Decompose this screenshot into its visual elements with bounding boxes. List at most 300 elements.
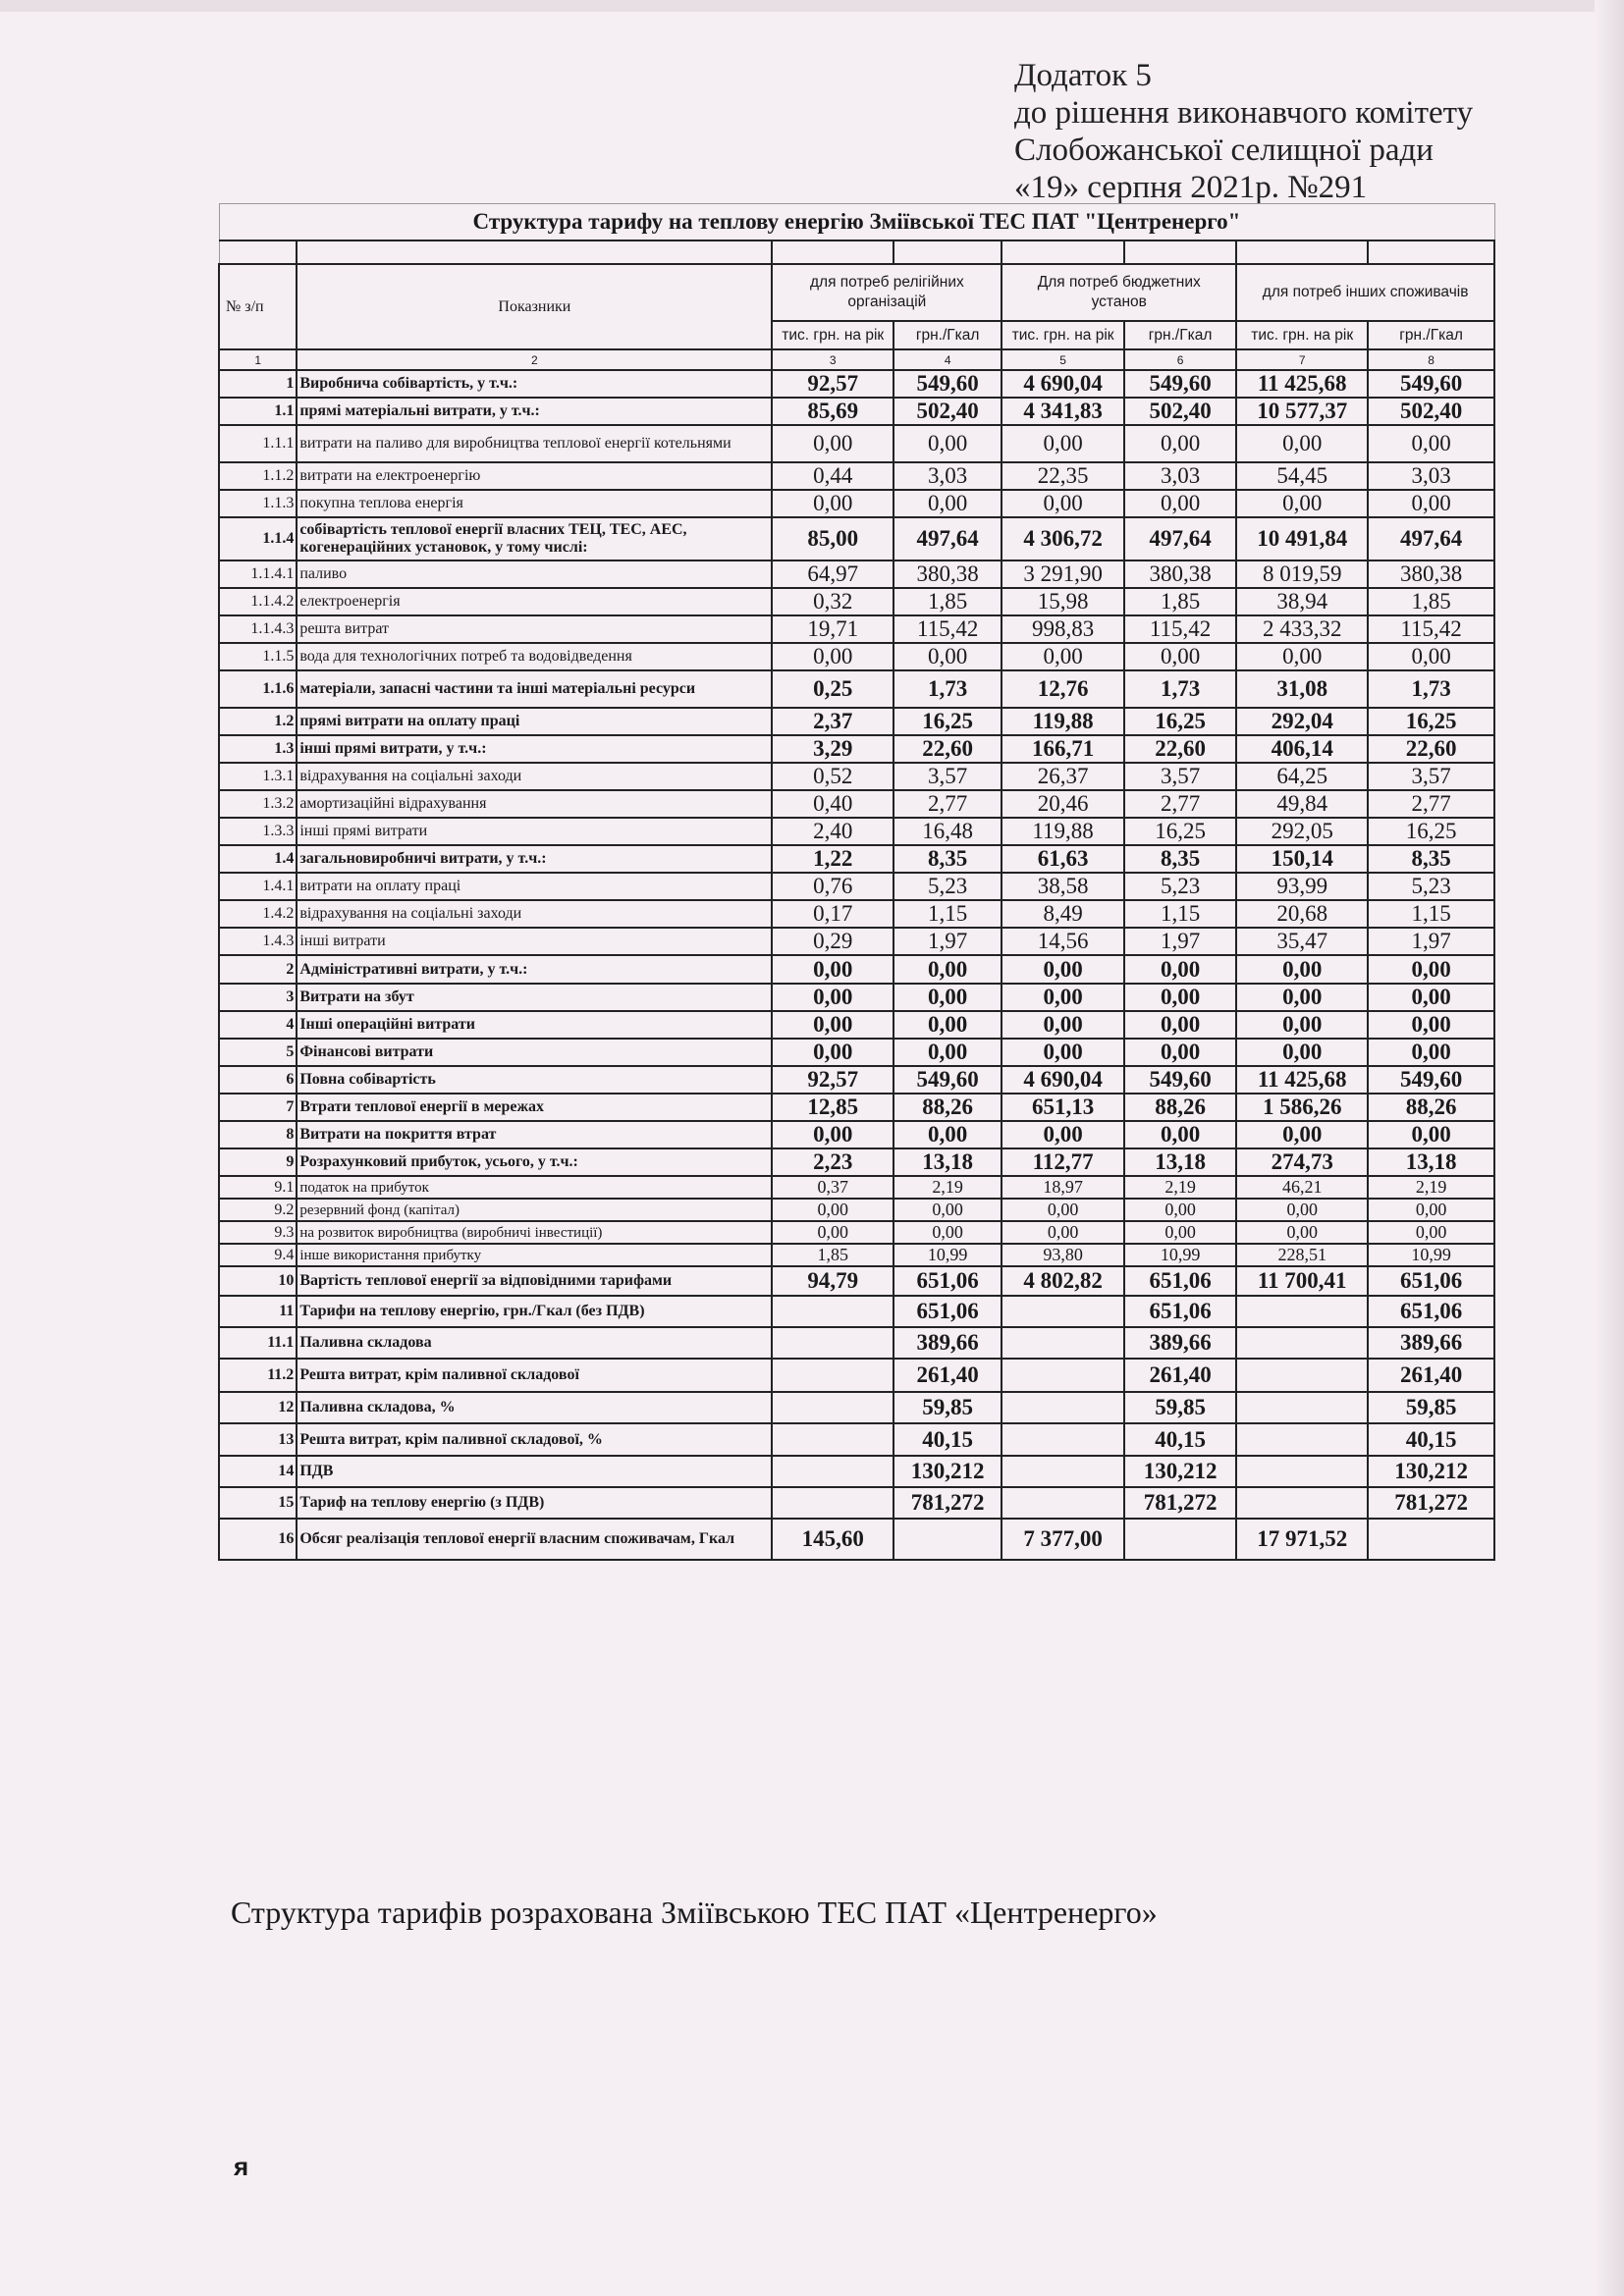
row-value: 3,03: [1368, 462, 1494, 490]
header-group-religious: для потреб релігійних організацій: [772, 264, 1001, 321]
row-value: 0,00: [1236, 955, 1368, 984]
table-row: [219, 1519, 1494, 1560]
row-number: 4: [219, 1011, 297, 1039]
row-value: 10,99: [1368, 1244, 1494, 1266]
row-indicator: Втрати теплової енергії в мережах: [297, 1094, 772, 1121]
row-value: 85,69: [772, 398, 893, 425]
column-number: 4: [893, 349, 1001, 370]
row-indicator: Тариф на теплову енергію (з ПДВ): [297, 1487, 772, 1519]
table-row: [219, 1121, 1494, 1148]
row-value: 2,19: [1368, 1176, 1494, 1199]
row-value: 130,212: [1368, 1456, 1494, 1487]
table-row: [219, 900, 1494, 928]
row-value: 12,85: [772, 1094, 893, 1121]
row-value: 549,60: [1124, 1066, 1236, 1094]
row-value: 0,52: [772, 763, 893, 790]
row-indicator: Решта витрат, крім паливної складової, %: [297, 1423, 772, 1456]
row-indicator: Адміністративні витрати, у т.ч.:: [297, 955, 772, 984]
row-value: 115,42: [1368, 615, 1494, 643]
row-number: 1.3.2: [219, 790, 297, 818]
row-value: 5,23: [893, 873, 1001, 900]
row-value: 17 971,52: [1236, 1519, 1368, 1560]
row-value: [1001, 1456, 1124, 1487]
table-row: [219, 735, 1494, 763]
row-indicator: Витрати на збут: [297, 984, 772, 1011]
row-number: 1.3.1: [219, 763, 297, 790]
row-value: 2,77: [1124, 790, 1236, 818]
row-value: 4 690,04: [1001, 1066, 1124, 1094]
column-number: 6: [1124, 349, 1236, 370]
row-value: 61,63: [1001, 845, 1124, 873]
row-indicator: Обсяг реалізація теплової енергії власним споживачам, Гкал: [297, 1519, 772, 1560]
row-value: 0,29: [772, 928, 893, 955]
row-value: 4 306,72: [1001, 517, 1124, 561]
row-value: 0,00: [893, 1121, 1001, 1148]
table-row: [219, 1176, 1494, 1199]
row-number: 3: [219, 984, 297, 1011]
row-value: 3,57: [893, 763, 1001, 790]
table-row: [219, 1094, 1494, 1121]
appendix-header: [1014, 57, 1564, 206]
row-value: [1001, 1296, 1124, 1327]
row-value: 380,38: [1124, 561, 1236, 588]
row-value: 651,06: [1124, 1296, 1236, 1327]
row-value: 10 577,37: [1236, 398, 1368, 425]
row-value: 380,38: [1368, 561, 1494, 588]
row-value: 3,57: [1124, 763, 1236, 790]
table-row: [219, 1423, 1494, 1456]
row-value: 7 377,00: [1001, 1519, 1124, 1560]
row-indicator: інші витрати: [297, 928, 772, 955]
row-value: 16,25: [1124, 708, 1236, 735]
row-value: 389,66: [1124, 1327, 1236, 1359]
row-value: 0,00: [1368, 1221, 1494, 1244]
row-number: 14: [219, 1456, 297, 1487]
row-value: 11 425,68: [1236, 1066, 1368, 1094]
table-row: [219, 670, 1494, 708]
footer-note: Структура тарифів розрахована Зміївською ТЕС ПАТ «Центренерго»: [231, 1895, 1158, 1930]
table-row: [219, 1011, 1494, 1039]
row-value: 8,35: [893, 845, 1001, 873]
row-indicator: Інші операційні витрати: [297, 1011, 772, 1039]
row-indicator: Витрати на покриття втрат: [297, 1121, 772, 1148]
row-number: 1.4.2: [219, 900, 297, 928]
row-value: 0,00: [1001, 1039, 1124, 1066]
row-indicator: Паливна складова, %: [297, 1392, 772, 1423]
row-indicator: відрахування на соціальні заходи: [297, 900, 772, 928]
row-value: 651,06: [1124, 1266, 1236, 1296]
row-value: 1,73: [1124, 670, 1236, 708]
row-value: 8,35: [1368, 845, 1494, 873]
row-indicator: інші прямі витрати, у т.ч.:: [297, 735, 772, 763]
row-indicator: на розвиток виробництва (виробничі інвестиції): [297, 1221, 772, 1244]
row-value: 0,00: [893, 984, 1001, 1011]
row-number: 9: [219, 1148, 297, 1176]
row-value: 0,00: [1124, 643, 1236, 670]
row-indicator: Решта витрат, крім паливної складової: [297, 1359, 772, 1392]
tariff-structure-table: [218, 203, 1495, 1561]
row-indicator: амортизаційні відрахування: [297, 790, 772, 818]
row-value: 781,272: [1124, 1487, 1236, 1519]
row-indicator: інше використання прибутку: [297, 1244, 772, 1266]
row-value: 31,08: [1236, 670, 1368, 708]
row-number: 1.1.4.1: [219, 561, 297, 588]
row-value: 13,18: [893, 1148, 1001, 1176]
row-value: 0,00: [1124, 1221, 1236, 1244]
column-number: 5: [1001, 349, 1124, 370]
row-value: 1,73: [1368, 670, 1494, 708]
table-row: [219, 928, 1494, 955]
row-value: 0,00: [1236, 1039, 1368, 1066]
row-value: 2,19: [1124, 1176, 1236, 1199]
table-row: [219, 1221, 1494, 1244]
table-row: [219, 1244, 1494, 1266]
council-line: Слобожанської селищної ради: [1014, 133, 1434, 168]
row-indicator: Вартість теплової енергії за відповідними тарифами: [297, 1266, 772, 1296]
table-row: [219, 1066, 1494, 1094]
row-value: 502,40: [893, 398, 1001, 425]
row-value: 38,58: [1001, 873, 1124, 900]
row-value: 1,22: [772, 845, 893, 873]
date-number-line: «19» серпня 2021р. №291: [1014, 170, 1368, 205]
row-value: [1236, 1359, 1368, 1392]
row-value: 46,21: [1236, 1176, 1368, 1199]
row-number: 7: [219, 1094, 297, 1121]
table-row: [219, 1487, 1494, 1519]
row-value: 0,00: [893, 643, 1001, 670]
row-value: 0,00: [1236, 1199, 1368, 1221]
row-value: 59,85: [1124, 1392, 1236, 1423]
row-value: 88,26: [1368, 1094, 1494, 1121]
row-value: 16,25: [1124, 818, 1236, 845]
table-row: [219, 873, 1494, 900]
row-value: 15,98: [1001, 588, 1124, 615]
row-number: 1.1.6: [219, 670, 297, 708]
row-value: 3 291,90: [1001, 561, 1124, 588]
row-indicator: паливо: [297, 561, 772, 588]
row-value: 1,73: [893, 670, 1001, 708]
row-indicator: витрати на оплату праці: [297, 873, 772, 900]
row-value: 651,06: [893, 1266, 1001, 1296]
row-value: 549,60: [893, 370, 1001, 398]
row-value: 12,76: [1001, 670, 1124, 708]
row-indicator: загальновиробничі витрати, у т.ч.:: [297, 845, 772, 873]
row-value: 16,25: [1368, 708, 1494, 735]
row-value: 998,83: [1001, 615, 1124, 643]
row-value: 16,25: [893, 708, 1001, 735]
row-value: 0,44: [772, 462, 893, 490]
row-number: 13: [219, 1423, 297, 1456]
row-value: 1,85: [1124, 588, 1236, 615]
row-value: 0,00: [893, 1011, 1001, 1039]
row-value: 2 433,32: [1236, 615, 1368, 643]
row-indicator: електроенергія: [297, 588, 772, 615]
row-value: 26,37: [1001, 763, 1124, 790]
appendix-number: Додаток 5: [1014, 58, 1152, 93]
row-value: 115,42: [1124, 615, 1236, 643]
row-value: 1,15: [893, 900, 1001, 928]
row-number: 11.2: [219, 1359, 297, 1392]
row-value: 64,97: [772, 561, 893, 588]
page-mark: я: [234, 2152, 249, 2181]
header-unit-gcal: грн./Гкал: [1124, 321, 1236, 349]
header-col-indicators: Показники: [297, 264, 772, 349]
row-number: 15: [219, 1487, 297, 1519]
scan-top-edge: [0, 0, 1624, 12]
row-value: 3,03: [1124, 462, 1236, 490]
row-value: 261,40: [1368, 1359, 1494, 1392]
row-value: 1,97: [893, 928, 1001, 955]
row-value: 16,25: [1368, 818, 1494, 845]
row-value: 0,00: [1368, 955, 1494, 984]
row-value: 5,23: [1368, 873, 1494, 900]
table-row: [219, 398, 1494, 425]
row-value: [1001, 1392, 1124, 1423]
row-number: 1.4.1: [219, 873, 297, 900]
row-number: 1.4.3: [219, 928, 297, 955]
row-number: 6: [219, 1066, 297, 1094]
table-row: [219, 1456, 1494, 1487]
row-number: 1.1.3: [219, 490, 297, 517]
row-number: 1.3: [219, 735, 297, 763]
column-number-row: [219, 349, 1494, 370]
row-value: [1236, 1487, 1368, 1519]
table-row: [219, 1199, 1494, 1221]
row-number: 1.1.4.2: [219, 588, 297, 615]
table-row: [219, 425, 1494, 462]
row-value: 2,37: [772, 708, 893, 735]
row-value: [1001, 1327, 1124, 1359]
table-row: [219, 818, 1494, 845]
row-number: 1.1.5: [219, 643, 297, 670]
row-value: 0,00: [1368, 425, 1494, 462]
row-value: 130,212: [1124, 1456, 1236, 1487]
row-value: 130,212: [893, 1456, 1001, 1487]
row-value: 497,64: [1124, 517, 1236, 561]
row-value: 20,68: [1236, 900, 1368, 928]
row-value: [1001, 1423, 1124, 1456]
row-number: 5: [219, 1039, 297, 1066]
row-value: 1,85: [1368, 588, 1494, 615]
row-value: 0,00: [1124, 490, 1236, 517]
row-number: 11: [219, 1296, 297, 1327]
row-value: 22,60: [1368, 735, 1494, 763]
row-indicator: ПДВ: [297, 1456, 772, 1487]
row-value: 0,00: [1001, 1199, 1124, 1221]
row-value: 0,00: [1001, 1121, 1124, 1148]
row-value: 8,35: [1124, 845, 1236, 873]
row-number: 1: [219, 370, 297, 398]
row-indicator: прямі витрати на оплату праці: [297, 708, 772, 735]
row-value: 8,49: [1001, 900, 1124, 928]
row-value: 22,35: [1001, 462, 1124, 490]
row-value: 40,15: [1368, 1423, 1494, 1456]
row-value: 18,97: [1001, 1176, 1124, 1199]
row-value: 406,14: [1236, 735, 1368, 763]
row-value: 22,60: [893, 735, 1001, 763]
row-value: 0,00: [1001, 1221, 1124, 1244]
row-number: 1.1.4.3: [219, 615, 297, 643]
row-number: 1.1: [219, 398, 297, 425]
row-value: 651,06: [1368, 1296, 1494, 1327]
row-value: 94,79: [772, 1266, 893, 1296]
row-value: 502,40: [1124, 398, 1236, 425]
row-value: 228,51: [1236, 1244, 1368, 1266]
row-value: 0,00: [1236, 1121, 1368, 1148]
row-value: 0,00: [1368, 643, 1494, 670]
row-value: 0,00: [1124, 984, 1236, 1011]
header-unit-year: тис. грн. на рік: [1001, 321, 1124, 349]
row-value: 10 491,84: [1236, 517, 1368, 561]
row-value: 14,56: [1001, 928, 1124, 955]
row-value: 4 802,82: [1001, 1266, 1124, 1296]
row-value: 549,60: [1124, 370, 1236, 398]
row-value: [772, 1487, 893, 1519]
table-row: [219, 845, 1494, 873]
row-value: 0,00: [772, 1199, 893, 1221]
row-value: 40,15: [1124, 1423, 1236, 1456]
row-value: 1,15: [1368, 900, 1494, 928]
row-indicator: матеріали, запасні частини та інші матеріальні ресурси: [297, 670, 772, 708]
header-unit-gcal: грн./Гкал: [1368, 321, 1494, 349]
row-value: 2,40: [772, 818, 893, 845]
row-indicator: Розрахунковий прибуток, усього, у т.ч.:: [297, 1148, 772, 1176]
row-value: [1368, 1519, 1494, 1560]
row-value: 0,00: [1368, 1039, 1494, 1066]
row-value: [1001, 1487, 1124, 1519]
row-value: 1,85: [772, 1244, 893, 1266]
column-number: 8: [1368, 349, 1494, 370]
row-value: [772, 1359, 893, 1392]
row-value: 2,23: [772, 1148, 893, 1176]
row-value: 0,00: [772, 1011, 893, 1039]
header-col-number: № з/п: [219, 264, 297, 349]
row-value: 0,00: [1124, 425, 1236, 462]
row-value: 0,25: [772, 670, 893, 708]
row-value: 35,47: [1236, 928, 1368, 955]
row-value: 0,00: [1236, 1011, 1368, 1039]
row-value: 119,88: [1001, 818, 1124, 845]
row-value: [1236, 1327, 1368, 1359]
row-value: 0,40: [772, 790, 893, 818]
table-row: [219, 561, 1494, 588]
row-value: [772, 1456, 893, 1487]
row-value: 3,57: [1368, 763, 1494, 790]
row-value: 0,00: [1368, 1121, 1494, 1148]
column-number: 3: [772, 349, 893, 370]
row-value: 64,25: [1236, 763, 1368, 790]
row-value: 5,23: [1124, 873, 1236, 900]
row-value: 389,66: [893, 1327, 1001, 1359]
row-indicator: відрахування на соціальні заходи: [297, 763, 772, 790]
row-value: 1,85: [893, 588, 1001, 615]
header-group-other: для потреб інших споживачів: [1236, 264, 1494, 321]
row-value: 549,60: [1368, 370, 1494, 398]
row-value: [772, 1392, 893, 1423]
row-value: 0,32: [772, 588, 893, 615]
row-value: 88,26: [893, 1094, 1001, 1121]
row-indicator: вода для технологічних потреб та водовідведення: [297, 643, 772, 670]
column-number: 7: [1236, 349, 1368, 370]
row-value: 22,60: [1124, 735, 1236, 763]
row-value: 0,00: [772, 1039, 893, 1066]
row-value: 59,85: [1368, 1392, 1494, 1423]
row-value: 1 586,26: [1236, 1094, 1368, 1121]
row-value: [1236, 1392, 1368, 1423]
table-row: [219, 1148, 1494, 1176]
row-value: 292,05: [1236, 818, 1368, 845]
row-value: 11 700,41: [1236, 1266, 1368, 1296]
row-value: [772, 1423, 893, 1456]
row-value: 651,13: [1001, 1094, 1124, 1121]
row-value: 0,00: [1236, 1221, 1368, 1244]
row-value: 0,00: [893, 1039, 1001, 1066]
row-value: 0,00: [1001, 984, 1124, 1011]
row-value: 0,00: [772, 955, 893, 984]
row-value: 0,00: [1236, 643, 1368, 670]
header-unit-gcal: грн./Гкал: [893, 321, 1001, 349]
row-value: 502,40: [1368, 398, 1494, 425]
header-unit-year: тис. грн. на рік: [1236, 321, 1368, 349]
row-number: 2: [219, 955, 297, 984]
row-value: 0,00: [1368, 984, 1494, 1011]
row-value: 93,80: [1001, 1244, 1124, 1266]
row-value: 0,00: [1236, 425, 1368, 462]
row-value: [772, 1296, 893, 1327]
row-value: 781,272: [1368, 1487, 1494, 1519]
row-indicator: Виробнича собівартість, у т.ч.:: [297, 370, 772, 398]
row-value: 13,18: [1368, 1148, 1494, 1176]
row-indicator: покупна теплова енергія: [297, 490, 772, 517]
decision-line: до рішення виконавчого комітету: [1014, 95, 1474, 131]
row-value: 0,00: [893, 955, 1001, 984]
row-value: 0,00: [1001, 490, 1124, 517]
row-value: 10,99: [893, 1244, 1001, 1266]
row-indicator: резервний фонд (капітал): [297, 1199, 772, 1221]
column-number: 2: [297, 349, 772, 370]
row-value: 13,18: [1124, 1148, 1236, 1176]
row-value: 85,00: [772, 517, 893, 561]
row-value: 119,88: [1001, 708, 1124, 735]
row-value: 59,85: [893, 1392, 1001, 1423]
row-value: 0,76: [772, 873, 893, 900]
row-value: 92,57: [772, 1066, 893, 1094]
row-value: 0,00: [1236, 490, 1368, 517]
row-indicator: решта витрат: [297, 615, 772, 643]
row-value: 54,45: [1236, 462, 1368, 490]
row-value: [1236, 1456, 1368, 1487]
row-indicator: прямі матеріальні витрати, у т.ч.:: [297, 398, 772, 425]
row-number: 1.4: [219, 845, 297, 873]
row-value: 2,77: [893, 790, 1001, 818]
table-row: [219, 1392, 1494, 1423]
row-value: 781,272: [893, 1487, 1001, 1519]
row-value: 1,97: [1368, 928, 1494, 955]
row-number: 9.3: [219, 1221, 297, 1244]
row-number: 12: [219, 1392, 297, 1423]
row-number: 1.2: [219, 708, 297, 735]
row-value: 2,77: [1368, 790, 1494, 818]
row-value: 19,71: [772, 615, 893, 643]
table-row: [219, 955, 1494, 984]
row-value: 274,73: [1236, 1148, 1368, 1176]
row-value: 3,03: [893, 462, 1001, 490]
row-value: 166,71: [1001, 735, 1124, 763]
row-value: 115,42: [893, 615, 1001, 643]
row-number: 9.4: [219, 1244, 297, 1266]
header-group-budget: Для потреб бюджетних установ: [1001, 264, 1236, 321]
row-value: 497,64: [893, 517, 1001, 561]
